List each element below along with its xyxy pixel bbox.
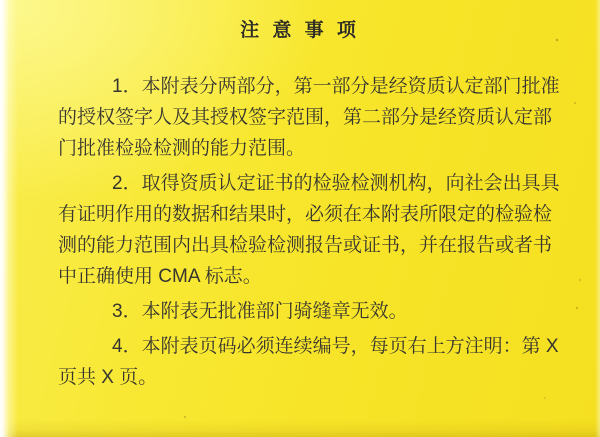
paragraph bbox=[58, 168, 568, 292]
text-line: 2．取得资质认定证书的检验检测机构，向社会出具具 bbox=[112, 173, 560, 194]
text-line: 测的能力范围内出具检验检测报告或证书，并在报告或者书 bbox=[58, 235, 553, 256]
text-line: 4．本附表页码必须连续编号，每页右上方注明：第 X bbox=[112, 336, 559, 357]
page-title: 注 意 事 项 bbox=[240, 20, 360, 41]
text-line: 页共 X 页。 bbox=[58, 367, 158, 388]
text-line: 3．本附表无批准部门骑缝章无效。 bbox=[112, 301, 408, 322]
text-line: 的授权签字人及其授权签字范围，第二部分是经资质认定部 bbox=[58, 107, 553, 128]
text-line: 门批准检验检测的能力范围。 bbox=[58, 138, 306, 159]
text-line: 有证明作用的数据和结果时，必须在本附表所限定的检验检 bbox=[58, 204, 553, 225]
text-line: 中正确使用 CMA 标志。 bbox=[58, 266, 262, 287]
paragraph bbox=[58, 71, 568, 164]
paragraph bbox=[58, 296, 568, 327]
text-line: 1．本附表分两部分，第一部分是经资质认定部门批准 bbox=[112, 76, 560, 97]
paragraph bbox=[58, 331, 568, 393]
notice-body-text bbox=[58, 71, 568, 393]
